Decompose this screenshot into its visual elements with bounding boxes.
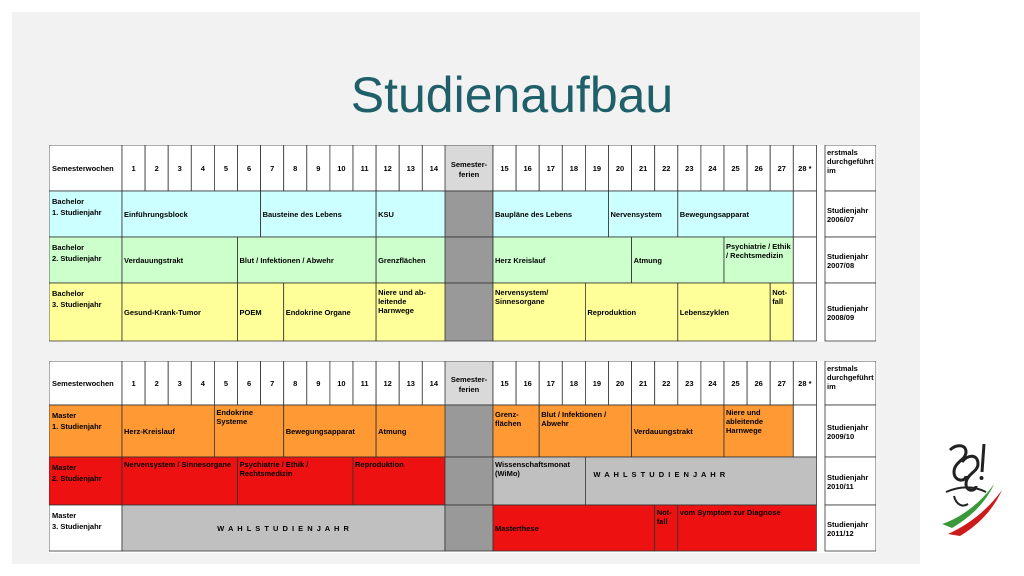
row-label-line-0: Bachelor (52, 197, 85, 206)
module-label-line-1: ableitende (726, 417, 764, 427)
week-number-6: 6 (246, 379, 252, 388)
module-label: Bausteine des Lebens (262, 210, 342, 219)
university-logo (936, 438, 1012, 540)
first-run-header-line-0: erstmals (827, 148, 858, 157)
bachelor-table (49, 145, 876, 342)
week-number-3: 3 (177, 164, 182, 173)
week-number-8: 8 (293, 164, 298, 173)
first-run-year-line-1: 2011/12 (827, 529, 854, 539)
row-label-line-1: 1. Studienjahr (52, 422, 102, 432)
module-label: Atmung (378, 427, 407, 436)
module-label: Reproduktion (587, 308, 637, 317)
module-label-line-1: Sinnesorgane (495, 297, 545, 307)
module-label: Blut / Infektionen / Abwehr (239, 256, 334, 265)
ferien-column-cell (445, 505, 493, 551)
module-label: Nervensystem / Sinnesorgane (124, 460, 232, 469)
ferien-header-line-0: Semester- (450, 375, 488, 384)
wahlstudienjahr-label: W A H L S T U D I E N J A H R (593, 470, 727, 479)
week-number-5: 5 (223, 164, 229, 173)
week-number-11: 11 (360, 379, 369, 388)
week-number-18: 18 (569, 379, 579, 388)
module-label: Verdauungstrakt (124, 256, 184, 265)
week-number-19: 19 (592, 379, 602, 388)
week-number-20: 20 (615, 164, 625, 173)
first-run-year-line-0: Studienjahr (827, 304, 869, 313)
module-label: Baupläne des Lebens (495, 210, 573, 219)
empty-week-cell (793, 191, 816, 237)
module-label-line-1: flächen (495, 419, 522, 429)
module-label: Lebenszyklen (679, 308, 729, 317)
first-run-header-line-0: erstmals (827, 364, 858, 373)
week-number-24: 24 (708, 164, 717, 173)
module-label-line-0: Not- (656, 508, 672, 517)
first-run-header-line-2: im (827, 382, 836, 392)
week-number-24: 24 (708, 379, 717, 388)
module-label-line-0: Blut / Infektionen / (541, 410, 607, 419)
week-number-6: 6 (246, 164, 252, 173)
week-number-28: 28 * (798, 164, 812, 173)
week-number-22: 22 (662, 379, 671, 388)
week-number-9: 9 (316, 379, 321, 388)
week-number-2: 2 (154, 164, 159, 173)
empty-week-cell (793, 405, 816, 457)
module-label-line-1: Systeme (216, 417, 248, 427)
week-number-27: 27 (777, 164, 786, 173)
week-number-7: 7 (270, 379, 275, 388)
ferien-column-cell (445, 457, 493, 505)
week-number-13: 13 (406, 164, 415, 173)
ferien-column-cell (445, 237, 493, 283)
module-label-line-1: Abwehr (541, 419, 569, 429)
first-run-header-line-1: durchgeführt (827, 157, 874, 167)
module-label: vom Symptom zur Diagnose (679, 508, 781, 517)
week-number-17: 17 (546, 379, 555, 388)
first-run-header-line-1: durchgeführt (827, 373, 874, 383)
page-title: Studienaufbau (350, 67, 674, 123)
module-label-line-1: Rechtsmedizin (239, 469, 293, 479)
module-label-line-0: Psychiatrie / Ethik / (239, 460, 309, 469)
week-number-25: 25 (731, 164, 740, 173)
first-run-year-line-1: 2007/08 (827, 261, 855, 271)
first-run-year-line-0: Studienjahr (827, 520, 869, 529)
week-number-2: 2 (154, 379, 159, 388)
module-label: Herz-Kreislauf (124, 427, 175, 436)
module-label-line-2: Harnwege (726, 426, 762, 436)
week-number-21: 21 (638, 379, 648, 388)
first-run-year-line-1: 2010/11 (827, 482, 854, 492)
week-number-16: 16 (523, 164, 532, 173)
week-number-1: 1 (131, 379, 136, 388)
week-number-15: 15 (500, 379, 509, 388)
ferien-column-cell (445, 405, 493, 457)
week-number-22: 22 (662, 164, 671, 173)
week-number-3: 3 (177, 379, 182, 388)
week-number-15: 15 (500, 164, 509, 173)
row-label-line-0: Bachelor (52, 243, 85, 252)
row-label-line-0: Bachelor (52, 289, 85, 298)
first-run-year-line-1: 2006/07 (827, 215, 855, 225)
module-label: Reproduktion (355, 460, 404, 469)
week-number-25: 25 (731, 379, 740, 388)
module-label-line-0: Not- (772, 288, 788, 297)
module-label: Gesund-Krank-Tumor (124, 308, 201, 317)
week-number-12: 12 (383, 379, 392, 388)
module-label-line-1: fall (656, 517, 668, 527)
row-label-line-0: Master (52, 511, 77, 520)
module-label: Grenzflächen (378, 256, 426, 265)
module-label: Nervensystem (610, 210, 662, 219)
module-label: Bewegungsapparat (285, 427, 355, 436)
week-number-14: 14 (429, 164, 439, 173)
module-label-line-0: Wissenschaftsmonat (495, 460, 570, 469)
week-number-26: 26 (754, 164, 763, 173)
module-label: Herz Kreislauf (495, 256, 546, 265)
first-run-year-line-0: Studienjahr (827, 252, 869, 261)
week-number-23: 23 (685, 379, 694, 388)
ferien-header-line-1: ferien (458, 384, 480, 394)
first-run-year-line-0: Studienjahr (827, 473, 869, 482)
module-label-line-0: Niere und (726, 408, 761, 417)
week-number-8: 8 (293, 379, 298, 388)
row-label-line-1: 3. Studienjahr (52, 522, 102, 532)
week-number-7: 7 (270, 164, 275, 173)
ferien-column-cell (445, 191, 493, 237)
header-label: Semesterwochen (52, 379, 114, 388)
master-table (49, 361, 876, 553)
module-label: Endokrine Organe (285, 308, 351, 317)
module-label-line-0: Endokrine (216, 408, 254, 417)
week-number-4: 4 (200, 379, 205, 388)
wahlstudienjahr-label: W A H L S T U D I E N J A H R (217, 524, 350, 533)
row-label-line-1: 1. Studienjahr (52, 208, 102, 218)
week-number-18: 18 (569, 164, 579, 173)
bachelor-table-grid (49, 145, 876, 342)
week-number-16: 16 (523, 379, 532, 388)
week-number-19: 19 (592, 164, 602, 173)
module-label-line-0: Grenz- (495, 410, 519, 419)
week-number-20: 20 (615, 379, 625, 388)
week-number-5: 5 (223, 379, 229, 388)
week-number-10: 10 (337, 379, 346, 388)
week-number-4: 4 (200, 164, 205, 173)
week-number-10: 10 (337, 164, 346, 173)
week-number-21: 21 (638, 164, 648, 173)
week-number-14: 14 (429, 379, 439, 388)
first-run-year-line-1: 2009/10 (827, 432, 855, 442)
week-number-12: 12 (383, 164, 392, 173)
empty-week-cell (793, 237, 816, 283)
module-label-line-0: Psychiatrie / Ethik (726, 242, 791, 251)
module-label-line-1: fall (772, 297, 784, 307)
header-label: Semesterwochen (52, 164, 114, 173)
module-label: Einführungsblock (124, 210, 188, 219)
first-run-header-line-2: im (827, 166, 836, 176)
ferien-header-line-1: ferien (458, 169, 480, 179)
module-label: Verdauungstrakt (633, 427, 693, 436)
module-block (585, 457, 816, 505)
week-number-9: 9 (316, 164, 321, 173)
module-label-line-1: (WiMo) (495, 469, 520, 479)
module-label: KSU (378, 210, 394, 219)
ferien-column-cell (445, 283, 493, 341)
module-label: POEM (239, 308, 262, 317)
row-label-line-0: Master (52, 463, 77, 472)
row-label-line-1: 2. Studienjahr (52, 474, 102, 484)
week-number-23: 23 (685, 164, 694, 173)
module-label-line-2: Harnwege (378, 306, 414, 316)
week-number-11: 11 (360, 164, 369, 173)
module-label-line-0: Niere und ab- (378, 288, 427, 297)
master-table-grid (49, 361, 876, 553)
first-run-year-line-0: Studienjahr (827, 206, 869, 215)
row-label-line-0: Master (52, 411, 77, 420)
module-label-line-1: / Rechtsmedizin (726, 251, 784, 261)
empty-week-cell (793, 283, 816, 341)
first-run-year-line-1: 2008/09 (827, 313, 855, 323)
week-number-28: 28 * (798, 379, 812, 388)
module-label: Atmung (633, 256, 662, 265)
module-label-line-0: Nervensystem/ (495, 288, 549, 297)
week-number-13: 13 (406, 379, 415, 388)
module-label-line-1: leitende (378, 297, 407, 307)
first-run-year-line-0: Studienjahr (827, 423, 869, 432)
week-number-26: 26 (754, 379, 763, 388)
row-label-line-1: 3. Studienjahr (52, 300, 102, 310)
week-number-27: 27 (777, 379, 786, 388)
module-label: Masterthese (495, 524, 539, 533)
module-label: Bewegungsapparat (679, 210, 749, 219)
week-number-17: 17 (546, 164, 555, 173)
row-label-line-1: 2. Studienjahr (52, 254, 102, 264)
ferien-header-line-0: Semester- (450, 160, 488, 169)
week-number-1: 1 (131, 164, 136, 173)
